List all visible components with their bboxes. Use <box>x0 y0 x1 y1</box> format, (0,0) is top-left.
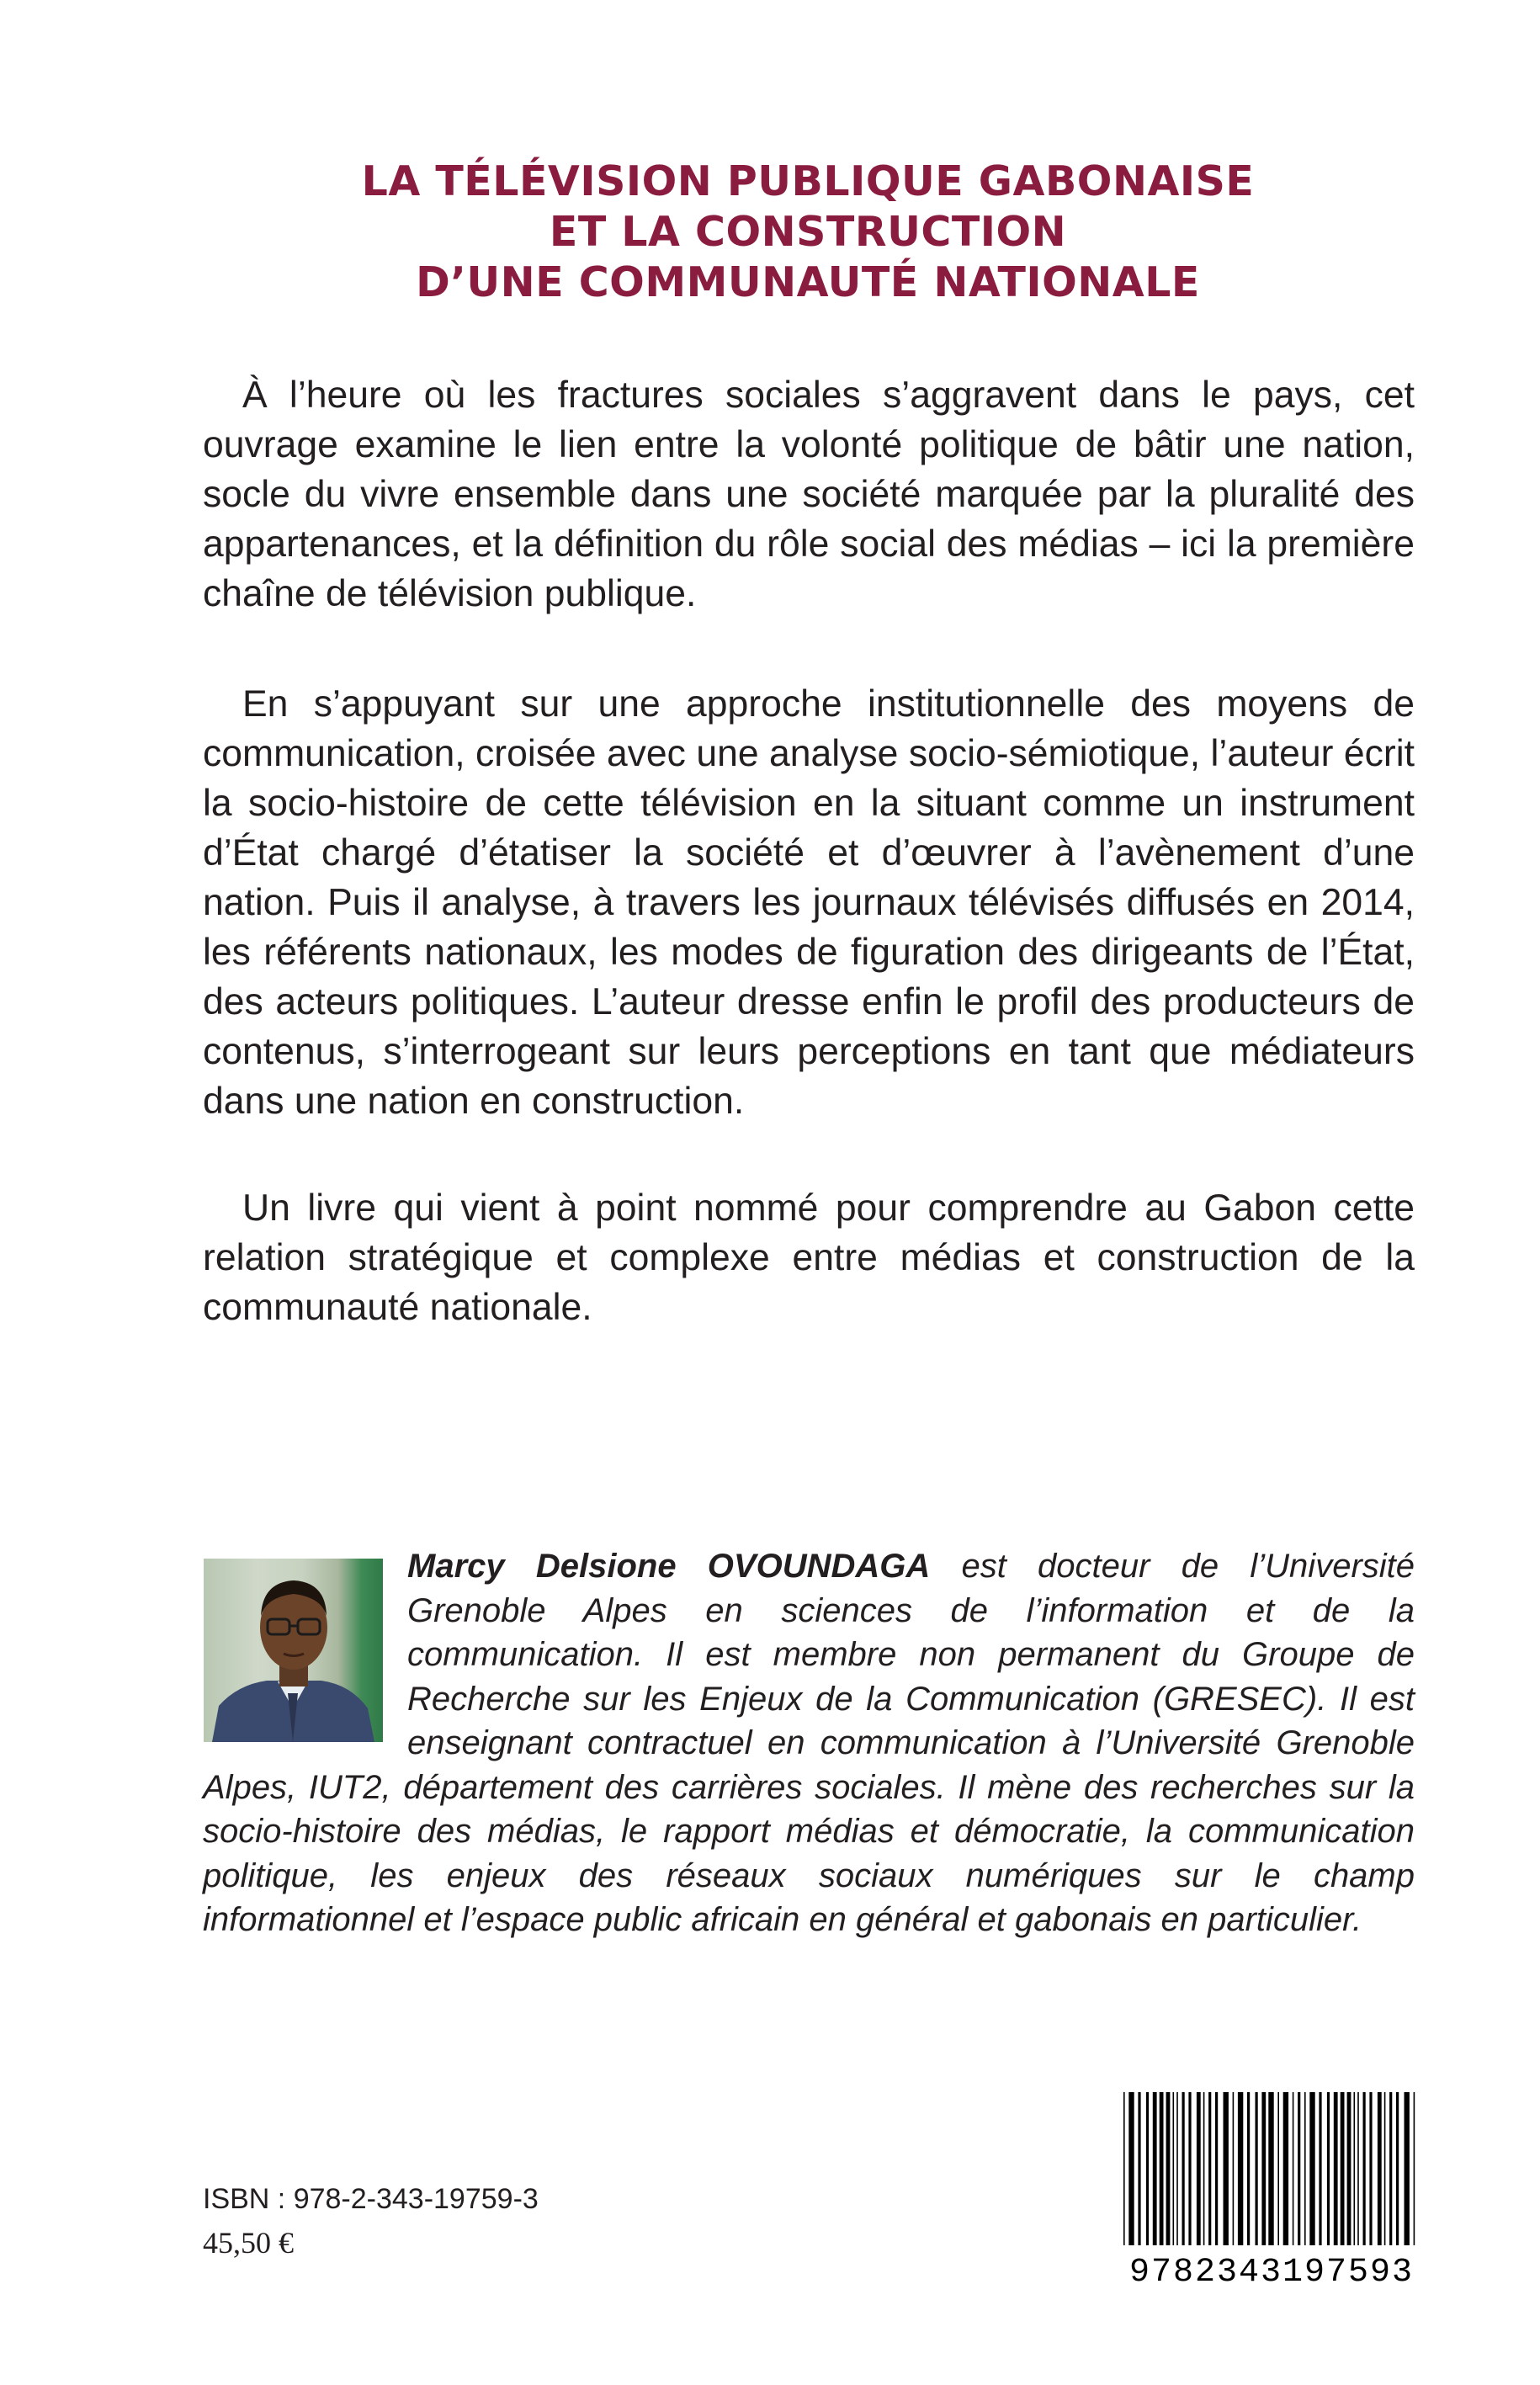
title-line-1: LA TÉLÉVISION PUBLIQUE GABONAISE <box>361 157 1255 205</box>
isbn: ISBN : 978-2-343-19759-3 <box>203 2183 539 2215</box>
blurb-paragraph-1: À l’heure où les fractures sociales s’aggravent dans le pays, cet ouvrage examine le lien entre la volonté politique de bâtir une nation, socle du vivre ensemble dans une société marquée par la pluralité des appartenances, et la définition du rôle social des médias – ici la première chaîne de télévision publique. <box>203 374 1415 614</box>
barcode-number: 9782343197593 <box>1128 2254 1415 2286</box>
book-title <box>0 157 1540 308</box>
barcode <box>1115 2090 1428 2286</box>
author-bio <box>203 1544 1415 1942</box>
barcode-bars <box>1123 2092 1415 2245</box>
title-line-3: D’UNE COMMUNAUTÉ NATIONALE <box>416 258 1200 306</box>
blurb-paragraph-3: Un livre qui vient à point nommé pour comprendre au Gabon cette relation stratégique et complexe entre médias et construction de la communauté nationale. <box>203 1187 1415 1328</box>
author-bio-text: est docteur de l’Université Grenoble Alpes en sciences de l’information et de la communication. Il est membre non permanent du Groupe de Recherche sur les Enjeux de la Communication (GRESEC). Il est enseignant contractuel en communication à l’Université Grenoble Alpes, IUT2, département des carrières sociales. Il mène des recherches sur la socio-histoire des médias, le rapport médias et démocratie, la communication politique, les enjeux des réseaux sociaux numériques sur le champ informationnel et l’espace public africain en général et gabonais en particulier. <box>203 1548 1415 1938</box>
photo-spacer <box>203 1544 407 1763</box>
blurb-paragraph-2: En s’appuyant sur une approche institutionnelle des moyens de communication, croisée avec une analyse socio-sémiotique, l’auteur écrit la socio-histoire de cette télévision en la situant comme un instrument d’État chargé d’étatiser la société et d’œuvrer à l’avènement d’une nation. Puis il analyse, à travers les journaux télévisés diffusés en 2014, les référents nationaux, les modes de figuration des dirigeants de l’État, des acteurs politiques. L’auteur dresse enfin le profil des producteurs de contenus, s’interrogeant sur leurs perceptions en tant que médiateurs dans une nation en construction. <box>203 683 1415 1122</box>
author-name: Marcy Delsione OVOUNDAGA <box>407 1548 931 1585</box>
price: 45,50 € <box>203 2226 294 2260</box>
title-line-2: ET LA CONSTRUCTION <box>549 208 1067 256</box>
